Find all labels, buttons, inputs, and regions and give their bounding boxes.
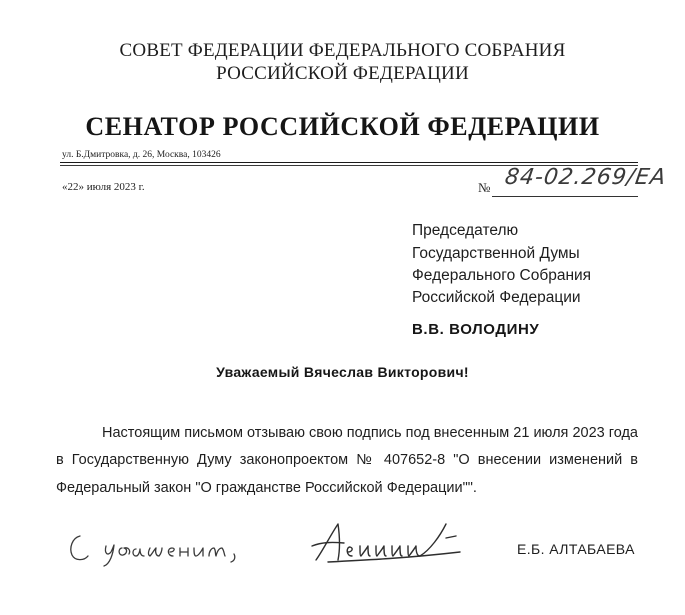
signer-name: Е.Б. АЛТАБАЕВА xyxy=(517,541,635,557)
letterhead-address: ул. Б.Дмитровка, д. 26, Москва, 103426 xyxy=(62,150,221,160)
organization-line-2: РОССИЙСКОЙ ФЕДЕРАЦИИ xyxy=(216,63,469,84)
body-line-2: в Государственную Думу законопроектом № 407652-8 "О внесении изменений в xyxy=(56,452,638,468)
signature-image xyxy=(308,512,468,568)
addressee-line-3: Федерального Собрания xyxy=(412,267,592,284)
body-line-1: Настоящим письмом отзываю свою подпись под внесенным 21 июля 2023 года xyxy=(102,425,638,441)
letterhead-divider xyxy=(60,162,638,163)
registration-number-underline xyxy=(492,196,638,197)
letter-date: «22» июля 2023 г. xyxy=(62,181,145,193)
addressee-line-1: Председателю xyxy=(412,222,519,239)
addressee-line-2: Государственной Думы xyxy=(412,245,580,262)
addressee-line-4: Российской Федерации xyxy=(412,289,581,306)
letterhead-title: СЕНАТОР РОССИЙСКОЙ ФЕДЕРАЦИИ xyxy=(85,112,600,141)
body-line-3: Федеральный закон "О гражданстве Российской Федерации"". xyxy=(56,480,477,496)
recipient-name: В.В. ВОЛОДИНУ xyxy=(412,321,540,338)
registration-number-handwritten: 84-02.269/ЕА xyxy=(503,165,669,190)
registration-number-label: № xyxy=(478,180,491,195)
salutation: Уважаемый Вячеслав Викторович! xyxy=(216,364,469,380)
handwritten-closing xyxy=(66,528,296,568)
organization-line-1: СОВЕТ ФЕДЕРАЦИИ ФЕДЕРАЛЬНОГО СОБРАНИЯ xyxy=(119,40,566,61)
